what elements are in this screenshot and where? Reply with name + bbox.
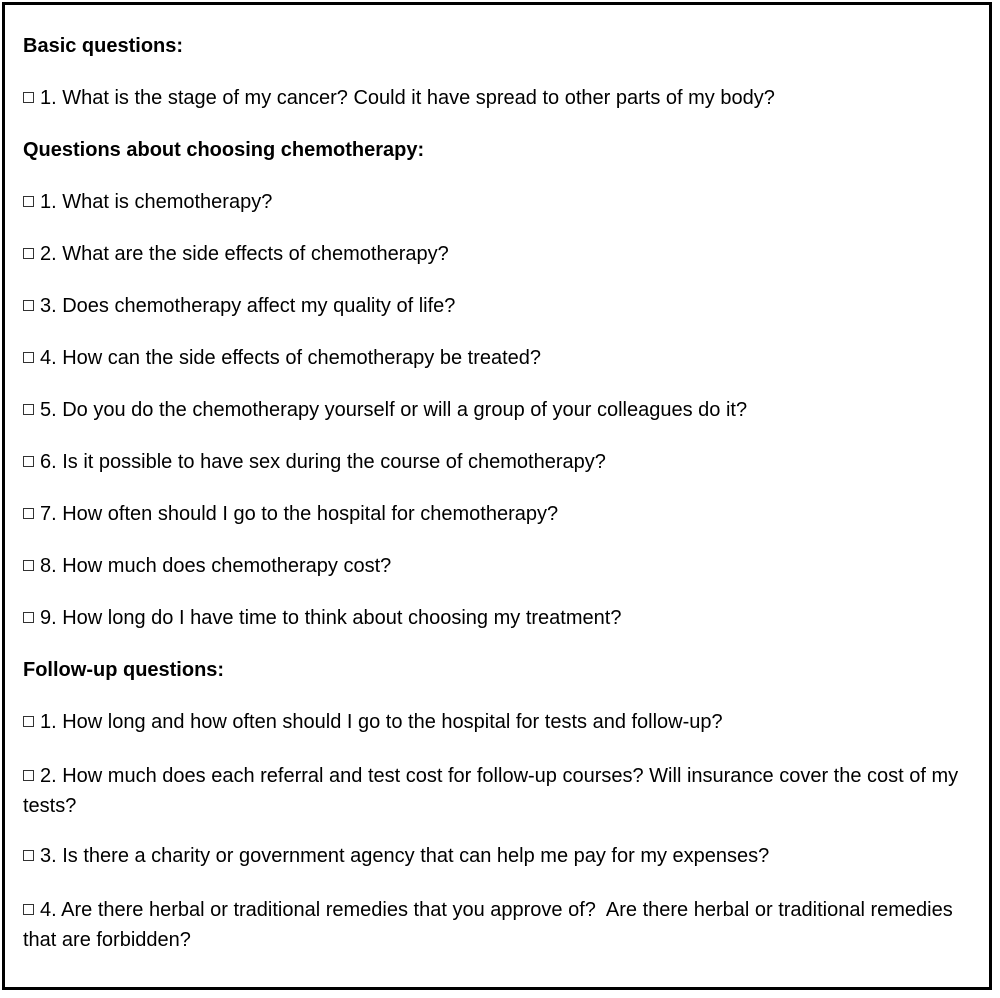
checkbox-icon[interactable] xyxy=(23,456,34,467)
checklist-item-chemo-3[interactable] xyxy=(23,293,971,319)
checklist-item-chemo-8[interactable] xyxy=(23,553,971,579)
checklist-item-follow-up-2[interactable] xyxy=(23,761,971,821)
checklist-item-chemo-4[interactable] xyxy=(23,345,971,371)
checkbox-icon[interactable] xyxy=(23,248,34,259)
checkbox-icon[interactable] xyxy=(23,196,34,207)
checklist-item-basic-1[interactable] xyxy=(23,85,971,111)
section-heading-chemotherapy: Questions about choosing chemotherapy: xyxy=(23,139,425,161)
checklist-item-text: 2. How much does each referral and test cost for follow-up courses? Will insurance cover the cost of my tests? xyxy=(23,765,964,817)
checklist-item-chemo-2[interactable] xyxy=(23,241,971,267)
checkbox-icon[interactable] xyxy=(23,716,34,727)
checklist-item-text: 2. What are the side effects of chemotherapy? xyxy=(40,243,449,265)
checklist-item-text: 1. What is chemotherapy? xyxy=(40,191,273,213)
checklist-item-chemo-1[interactable] xyxy=(23,189,971,215)
checkbox-icon[interactable] xyxy=(23,770,34,781)
checklist-item-text: 1. How long and how often should I go to the hospital for tests and follow-up? xyxy=(40,711,723,733)
checkbox-icon[interactable] xyxy=(23,352,34,363)
checklist-item-text: 4. How can the side effects of chemotherapy be treated? xyxy=(40,347,542,369)
checklist-item-follow-up-1[interactable] xyxy=(23,709,971,735)
checkbox-icon[interactable] xyxy=(23,300,34,311)
checklist-item-follow-up-4[interactable] xyxy=(23,895,971,955)
question-checklist-panel xyxy=(2,2,992,990)
checkbox-icon[interactable] xyxy=(23,92,34,103)
checklist-item-text: 9. How long do I have time to think about choosing my treatment? xyxy=(40,607,622,629)
checklist-item-text: 4. Are there herbal or traditional remedies that you approve of? Are there herbal or traditional remedies that are forbidden? xyxy=(23,899,959,951)
checklist-item-chemo-5[interactable] xyxy=(23,397,971,423)
checklist-item-chemo-6[interactable] xyxy=(23,449,971,475)
checklist-item-text: 6. Is it possible to have sex during the course of chemotherapy? xyxy=(40,451,606,473)
checklist-item-text: 3. Is there a charity or government agency that can help me pay for my expenses? xyxy=(40,845,770,867)
checklist-item-text: 8. How much does chemotherapy cost? xyxy=(40,555,392,577)
checklist-item-chemo-9[interactable] xyxy=(23,605,971,631)
checklist-item-text: 1. What is the stage of my cancer? Could it have spread to other parts of my body? xyxy=(40,87,775,109)
checkbox-icon[interactable] xyxy=(23,904,34,915)
checkbox-icon[interactable] xyxy=(23,850,34,861)
checkbox-icon[interactable] xyxy=(23,560,34,571)
checklist-item-follow-up-3[interactable] xyxy=(23,843,971,869)
checklist-item-text: 3. Does chemotherapy affect my quality of life? xyxy=(40,295,456,317)
checklist-item-text: 7. How often should I go to the hospital for chemotherapy? xyxy=(40,503,559,525)
section-heading-basic: Basic questions: xyxy=(23,35,184,57)
section-heading-follow-up: Follow-up questions: xyxy=(23,659,225,681)
checklist-item-chemo-7[interactable] xyxy=(23,501,971,527)
checklist-item-text: 5. Do you do the chemotherapy yourself or will a group of your colleagues do it? xyxy=(40,399,748,421)
checkbox-icon[interactable] xyxy=(23,508,34,519)
checkbox-icon[interactable] xyxy=(23,404,34,415)
checkbox-icon[interactable] xyxy=(23,612,34,623)
